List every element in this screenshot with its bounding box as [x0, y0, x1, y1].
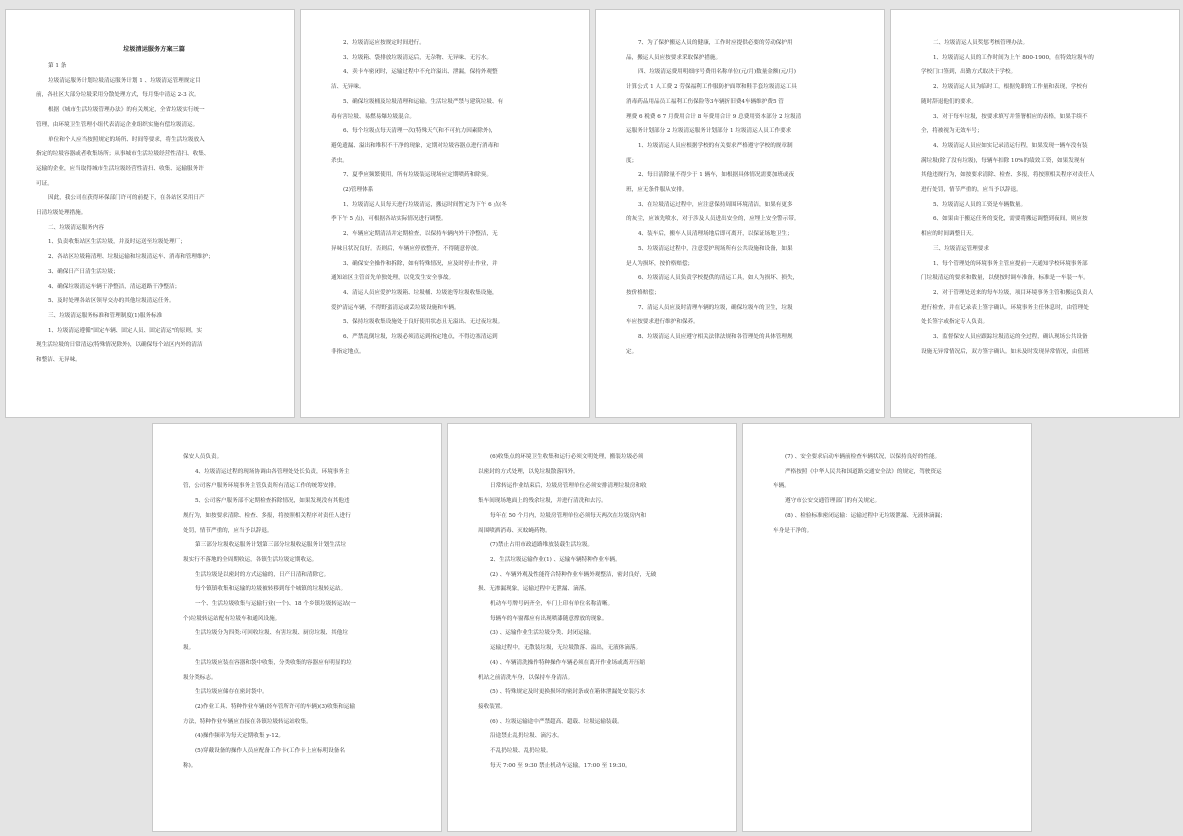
document-page-1 [5, 9, 295, 418]
text-line: 消毒药品用品员工福利工伤保险等3车辆折旧费4车辆维护费5 管 [626, 98, 784, 105]
text-line: (6) 、垃圾运输途中严禁超高、超载、垃圾运输装载。 [490, 718, 623, 725]
text-line: 3、垃圾箱、袋排放垃圾清运后，无杂物、无异味、无污水。 [343, 54, 492, 61]
text-line: 处长签字或指定专人负责。 [921, 319, 989, 326]
text-line: 因此，我公司在获得环保部门许可的前提下，在各站区采用日产 [48, 195, 205, 202]
text-line: (2) 、车辆外观及性能符合特种作业车辆外观整洁，密封良好，无破 [490, 571, 657, 578]
text-line: 垃圾清运服务计划垃圾清运服务计划 1 、垃圾清运管理规定目 [48, 77, 201, 84]
text-line: 5、确保垃圾桶及垃圾清理和运输。生活垃圾严禁与建筑垃圾、有 [343, 98, 504, 105]
text-line: 二、垃圾清运人员奖惩考核管理办法。 [933, 40, 1029, 46]
text-line: (7) 、安全要求启动车辆前检查车辆状况，以保持良好的性能。 [785, 454, 941, 460]
text-line: 指定的垃圾容器或者收集场所；从事城市生活垃圾经营性清扫、收集、 [36, 151, 210, 158]
text-line: 非指定地点。 [331, 348, 365, 355]
text-line: (6)收集点的环境卫生收集和运行必须文明处理，搬装垃圾必须 [490, 454, 644, 460]
page-body [478, 450, 714, 773]
text-line: 1、垃圾清运遵循"固定车辆、固定人员、固定清运"的原则，实 [48, 327, 203, 334]
text-line: 沿途禁止乱扔垃圾、滴污水。 [490, 733, 563, 740]
text-line: 4、垃圾清运人员应如实记录清运行程，如果发现一辆车没有装 [933, 142, 1088, 149]
text-line: 按价格赔偿； [626, 289, 660, 296]
text-line: 品，搬运人员应按要求采取保护措施。 [626, 54, 722, 61]
text-line: 6、垃圾清运人员负责学校提供的清运工具，如人为损坏、损失， [638, 275, 799, 282]
text-line: 设施无异常情况后，双方签字确认。如未及时发现异常情况，由值班 [921, 348, 1089, 355]
text-line: 2、车辆应定期清洁并定期检查，以保持车辆内外干净整洁，无 [343, 231, 498, 238]
text-line: 爱护清运车辆，不得野蛮清运或丢垃圾设施和车辆。 [331, 304, 460, 311]
text-line: 日常转运作业结束后，垃圾房管理单位必须安排清理垃圾房和收 [490, 483, 647, 490]
text-line: 单位和个人应当按照规定的场所、时间等要求，将生活垃圾放入 [48, 136, 205, 143]
text-line: 全，将被视为无效车号； [921, 128, 983, 135]
text-line: 不乱扔垃圾、乱扔垃圾。 [490, 748, 552, 755]
document-page-2 [300, 9, 590, 418]
text-line: 2、垃圾清运应按规定时间进行。 [343, 40, 425, 46]
text-line: 1、垃圾清运人员应根据学校的有关要求严格遵守学校的规章制 [638, 142, 793, 149]
text-line: 和整洁、无异味。 [36, 357, 81, 364]
text-line: 圾。 [183, 645, 195, 652]
text-line: 7、为了保护搬运人员的健康，工作时应提供必要的劳动保护用 [638, 40, 793, 46]
document-page-3 [595, 9, 885, 418]
page-body [331, 36, 567, 359]
text-line: 杀虫。 [331, 157, 348, 164]
text-line: 前，各社区大部分垃圾采用分散处理方式，每月集中清运 2-3 次。 [36, 92, 200, 99]
text-line: 现生活垃圾的日常清运(特殊情况除外)，以确保每个站区内外的清洁 [36, 342, 203, 349]
document-page-5 [152, 423, 442, 832]
text-line: 6、严禁乱倒垃圾，垃圾必须清运到指定地点，不得边塞清运到 [343, 334, 498, 341]
text-line: (8) 、检验标准密闭运输：运输过程中无垃圾泄漏、无液体滴漏； [785, 512, 946, 519]
text-line: (5)穿戴设备的操作人员应配备工作卡(工作卡上应标明设备名 [195, 748, 345, 755]
text-line: 1、垃圾清运人员的工作时间为上午 800-1900，在特效垃圾车的 [933, 54, 1094, 61]
text-line: 2、对于管理处送来的每车垃圾，项目环境事务主管和搬运负责人 [933, 289, 1094, 296]
document-page-4 [890, 9, 1180, 418]
text-line: (7)禁止占用市政道路堆放装载生活垃圾。 [490, 542, 594, 549]
text-line: 季下午 5 点)，可根据各站实际情况进行调整。 [331, 216, 447, 223]
text-line: 二、垃圾清运服务内容 [48, 224, 104, 231]
text-line: 运输过程中，无散装垃圾，无垃圾散落、溢出，无液体滴落。 [490, 645, 642, 652]
text-line: 相应的时间调整日天。 [921, 231, 977, 238]
page-body [36, 59, 272, 368]
page-body [183, 450, 419, 773]
text-line: 2、生活垃圾运输作业(1) 、运输车辆特种作业车辆。 [490, 556, 621, 563]
text-line: 管，公司客户服务环境事务主管负责所有清运工作的统筹安排。 [183, 483, 340, 490]
text-line: 定。 [626, 348, 638, 355]
text-line: 满垃圾(除了没有垃圾)，每辆车扣除 10%的绩效工资，如果发现有 [921, 157, 1086, 164]
text-line: (2)管理体系 [343, 187, 374, 194]
text-line: 6、每个垃圾点每天清理一次(特殊天气和不可抗力因素除外)， [343, 128, 497, 135]
text-line: 生活垃圾应装在容器和袋中收集，分类收集的容器应有明显的垃 [195, 659, 352, 666]
text-line: 处罚，情节严重的，应当予以辞退。 [183, 527, 273, 534]
text-line: 保安人员负责。 [183, 454, 223, 460]
text-line: 运输的企业，应当取得城市生活垃圾经营性清扫、收集、运输服务许 [36, 165, 204, 172]
text-line: 2、各站区垃圾箱清理、垃圾运输和垃圾清运车、消毒和管理维护； [48, 254, 214, 261]
text-line: 车应按要求进行维护和保养。 [626, 319, 699, 326]
text-line: 8、垃圾清运人员应遵守相关法律法规和各管理处的具体管理规 [638, 334, 793, 341]
text-line: 方法，特种作业车辆应直接在各镇垃圾转运站收集。 [183, 718, 312, 725]
text-line: 1、负责收集站区生活垃圾，并及时运送至垃圾处理厂； [48, 239, 186, 246]
text-line: (5) 、特殊规定及时更换损坏的密封条或在箱体泄漏处安装污水 [490, 689, 646, 696]
text-line: 避免遗漏、溢出和堆积不干净的现象，定期对垃圾容器点进行消毒和 [331, 142, 499, 149]
page-body [626, 36, 862, 359]
text-line: 以密封的方式处理，以免垃圾散落四外。 [478, 468, 579, 475]
text-line: 毒有害垃圾、易燃易爆垃圾混合。 [331, 113, 415, 120]
text-line: 5、及时处理各站区领导交办的其他垃圾清运任务。 [48, 298, 175, 305]
text-line: 根据《城市生活垃圾管理办法》的有关规定，全省垃圾实行统一 [48, 107, 205, 114]
text-line: 3、监督保安人员应跟踪垃圾清运的全过程，确认现场公共设备 [933, 334, 1088, 341]
text-line: 进行处罚，情节严重的，应当予以辞退。 [921, 187, 1022, 194]
text-line: 其他违规行为，如按要求清除、检查、多报，将按照相关程序对责任人 [921, 172, 1095, 179]
text-line: 1、每个管理处的环境事务主管应提前一天通知学校环境事务部 [933, 260, 1088, 267]
text-line: 生活垃圾分为四类:可回收垃圾、有害垃圾、厨房垃圾、其他垃 [195, 630, 348, 637]
text-line: 每辆车的车窗都应有出现喷漆随意撑放的现象。 [490, 615, 608, 622]
text-line: 接收装置。 [478, 703, 506, 710]
text-line: 第三部分垃圾收运服务计划第三部分垃圾收运服务计划生活垃 [195, 542, 347, 549]
text-line: 圾分类标志。 [183, 674, 217, 681]
text-line: 7、夏季应频繁使用，所有垃圾装运现场应定期喷药和除臭。 [343, 172, 492, 179]
text-line: 4、清运人员应爱护垃圾箱、垃圾桶、垃圾池等垃圾收集设施， [343, 289, 498, 296]
document-page-6 [447, 423, 737, 832]
text-line: (3) 、运输作业生活垃圾分类、封闭运输。 [490, 630, 595, 637]
text-line: 的灰尘，应该先喷水，对于涉及人员进出安全的，应埋上安全警示带。 [626, 216, 800, 223]
text-line: 进行检查，并在记录表上签字确认。环境事务主任休息时，由管理处 [921, 304, 1089, 311]
text-line: 随时辞退他们的要求。 [921, 98, 977, 105]
text-line: 通知站区主管首先单独处理，以免发生安全事故。 [331, 275, 455, 282]
text-line: 是人为损坏，按价格赔偿； [626, 260, 694, 267]
text-line: 第 1 条 [48, 63, 67, 69]
text-line: 运服务计划部分 2 垃圾清运服务计划部分 1 垃圾清运人员工作要求 [626, 128, 792, 135]
text-line: 机动车号牌号码齐全，车门上印有单位名称清晰。 [490, 601, 614, 608]
text-line: 5、垃圾清运过程中，注意爱护现场所有公共设施和设备，如果 [638, 245, 793, 252]
text-line: 6、如果由于搬运任务的变化，需要将搬运调整到夜间，则应按 [933, 216, 1088, 223]
text-line: 5、公司客户服务部不定期检查拆除情况，如果发现没有其他违 [195, 498, 350, 505]
text-line: 集车间现场地面上的残余垃圾，并进行清洗和去污。 [478, 498, 607, 505]
text-line: 机站之前清洗车身，以保持车身清洁。 [478, 674, 574, 681]
text-line: 2、垃圾清运人员为临时工，根据免职的工作量和表现，学校有 [933, 84, 1088, 91]
text-line: 每年在 50 个月内，垃圾房管理单位必须每天两次在垃圾房内和 [490, 512, 647, 519]
text-line: 称)。 [183, 762, 197, 769]
text-line: 3、确保安全操作和拆除，如有特殊情况，应及时停止作业，并 [343, 260, 498, 267]
text-line: 3、确保日产日清生活垃圾； [48, 268, 119, 275]
text-line: 学校门口签到，出勤方式取决于学校。 [921, 69, 1017, 76]
text-line: 5、垃圾清运人员的工资是车辆数量。 [933, 201, 1027, 208]
text-line: 四、垃圾清运费用明细序号费用名称单位(元/月)数量金额(元/月) [638, 69, 796, 76]
page-body [921, 36, 1157, 359]
text-line: 日清垃圾处理措施。 [36, 210, 87, 217]
text-line: 4、确保垃圾清运车辆干净整洁，清运道路干净整洁； [48, 283, 181, 290]
text-line: 三、垃圾清运服务标准和管理制度(1)服务标准 [48, 312, 163, 319]
text-line: 每个镇镇收集和运输的垃圾被转移到每个城镇的垃圾转运站。 [195, 586, 347, 593]
text-line: 3、在垃圾清运过程中，应注意保持周围环境清洁，如果有更多 [638, 201, 793, 208]
text-line: 班，应无条件服从安排。 [626, 187, 688, 194]
text-line: 规行为，如按要求清除、检查、多报，将按照相关程序对责任人进行 [183, 512, 351, 519]
page-body [773, 450, 1009, 538]
text-line: 4、垃圾清运过程的现场协调由各管理处处长负责，环境事务主 [195, 468, 350, 475]
text-line: 1、垃圾清运人员每天进行垃圾清运，搬运时间暂定为下午 6 点(冬 [343, 201, 507, 208]
document-page-7 [742, 423, 1032, 832]
text-line: 4、装车后，搬车人员清理场地后即可离开，以保证场地卫生； [638, 231, 793, 238]
text-line: 洁、无异味。 [331, 84, 365, 91]
text-line: 2、每日清除量不得少于 1 辆车，如根据具体情况需要加班或夜 [638, 172, 795, 179]
text-line: 个)垃圾转运站配有垃圾车和通风设施。 [183, 615, 281, 622]
text-line: 异味且状况良好。否则后，车辆应停放整齐，不得随意停放。 [331, 245, 483, 252]
document-title: 垃圾清运服务方案三篇 [123, 46, 185, 53]
text-line: 5、保持垃圾收集设施处于良好使用状态且无溢出、无过夜垃圾。 [343, 319, 504, 326]
text-line: 一个、生活垃圾收集与运输行业(一个)、18 个乡镇垃圾转运站(一 [195, 601, 356, 608]
text-line: 4、卖卡车密闭时，运输过程中不允许溢出、泄漏，保持外观整 [343, 69, 498, 76]
text-line: 车身是干净的。 [773, 527, 813, 534]
text-line: 3、对于每车垃圾，按要求填写并签署相应的表格，如果手续不 [933, 113, 1088, 120]
text-line: 生活垃圾应储存在密封袋中。 [195, 689, 268, 696]
text-line: 三、垃圾清运管理要求 [933, 245, 989, 252]
text-line: 管理，由环境卫生管理小组代表清运企业组织实施有偿垃圾清运。 [36, 121, 199, 128]
text-line: (4) 、车辆清洗操作特种操作车辆必须在离开作业场或离开压缩 [490, 659, 646, 666]
text-line: 圾实行不落地的全周期收运，各镇生活垃圾定期收运。 [183, 556, 318, 563]
text-line: 遵守市公安交通管理部门的有关规定。 [785, 498, 881, 505]
text-line: 度； [626, 157, 638, 164]
text-line: 可证。 [36, 180, 53, 187]
text-line: 车辆。 [773, 483, 790, 490]
text-line: 损、无渗漏现象，运输过程中无泄漏、滴落。 [478, 586, 590, 593]
text-line: (4)操作频率为每天定期收集 y-12。 [195, 733, 284, 740]
text-line: (2)作业工具、特种作业车辆(经车管所许可的车辆)(3)收集和运输 [195, 703, 356, 710]
text-line: 门垃圾清运的要求和数量，以便按时调车准备，标准是一车装一车。 [921, 275, 1089, 282]
text-line: 严格按照《中华人民共和国道路交通安全法》的规定，驾驶资运 [785, 468, 942, 475]
text-line: 计算公式 1 人工费 2 劳保福利工作服防护面罩和鞋手套垃圾清运工具 [626, 84, 797, 91]
text-line: 理费 6 税费 6 7 月费用合计 8 年费用合计 9 总费用资本部分 2 垃圾清 [626, 113, 802, 120]
text-line: 生活垃圾是以密封的方式运输的，日产日清和清除它。 [195, 571, 330, 578]
text-line: 周围喷洒消毒、灭蚊蝇药物。 [478, 527, 551, 534]
text-line: 每天 7:00 至 9:30 禁止机动车运输，17:00 至 19:30。 [490, 762, 631, 769]
text-line: 7、清运人员应及时清理车辆的垃圾，确保垃圾车的卫生，垃圾 [638, 304, 793, 311]
